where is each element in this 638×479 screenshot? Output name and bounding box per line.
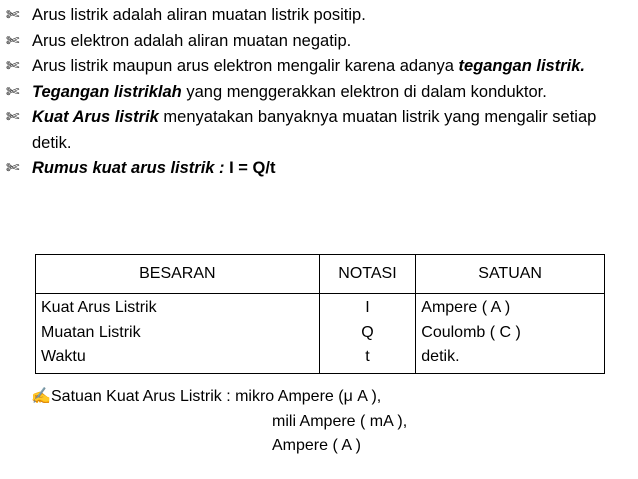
bullet-item: [6, 29, 634, 55]
header-besaran: BESARAN: [36, 255, 320, 294]
table-row: [36, 294, 605, 374]
table-header-row: [36, 255, 605, 294]
bullet-item: [6, 54, 634, 80]
bullet-text: menyatakan banyaknya muatan listrik yang mengalir setiap detik.: [32, 108, 597, 152]
bullet-item: [6, 156, 634, 182]
besaran-cell: [36, 294, 320, 374]
scissors-icon: ✄: [6, 58, 20, 75]
notasi-item: I: [365, 299, 370, 316]
besaran-item: Waktu: [41, 348, 86, 365]
satuan-cell: [416, 294, 605, 374]
notasi-item: Q: [361, 323, 374, 341]
besaran-item: Muatan Listrik: [41, 323, 141, 341]
bullet-text: Arus elektron adalah aliran muatan negatip.: [32, 31, 352, 50]
bullet-list: [6, 3, 634, 182]
satuan-item: Coulomb ( C ): [421, 323, 521, 341]
scissors-icon: ✄: [6, 109, 20, 126]
satuan-line: [31, 385, 631, 410]
besaran-item: Kuat Arus Listrik: [41, 299, 157, 316]
scissors-icon: ✄: [6, 160, 20, 177]
satuan-note: [31, 385, 631, 459]
bullet-item: [6, 80, 634, 106]
bullet-text: yang menggerakkan elektron di dalam konduktor.: [181, 82, 547, 101]
scissors-icon: ✄: [6, 7, 20, 24]
satuan-item: detik.: [421, 348, 460, 365]
satuan-line-2: mili Ampere ( mA ),: [272, 412, 408, 430]
quantity-table: [35, 254, 605, 374]
header-notasi: NOTASI: [319, 255, 416, 294]
scissors-icon: ✄: [6, 83, 20, 101]
header-satuan: SATUAN: [416, 255, 605, 294]
satuan-line-1: Satuan Kuat Arus Listrik : mikro Ampere (μ A ),: [51, 388, 382, 405]
bullet-item: [6, 105, 634, 156]
bullet-item: [6, 3, 634, 29]
emphasis-text: Rumus kuat arus listrik :: [32, 159, 230, 177]
satuan-item: Ampere ( A ): [421, 299, 511, 316]
emphasis-text: Kuat Arus listrik: [32, 108, 159, 126]
bullet-text: Arus listrik adalah aliran muatan listrik positip.: [32, 6, 366, 24]
emphasis-text: tegangan listrik.: [458, 57, 585, 75]
scissors-icon: ✄: [6, 32, 20, 50]
writing-hand-icon: ✍: [31, 388, 51, 405]
formula-text: I = Q/t: [229, 159, 276, 177]
notasi-item: t: [365, 348, 370, 365]
satuan-line-3: Ampere ( A ): [272, 437, 361, 454]
bullet-text: Arus listrik maupun arus elektron mengalir karena adanya: [32, 57, 459, 75]
emphasis-text: Tegangan listriklah: [32, 82, 182, 101]
notasi-cell: [319, 294, 416, 374]
